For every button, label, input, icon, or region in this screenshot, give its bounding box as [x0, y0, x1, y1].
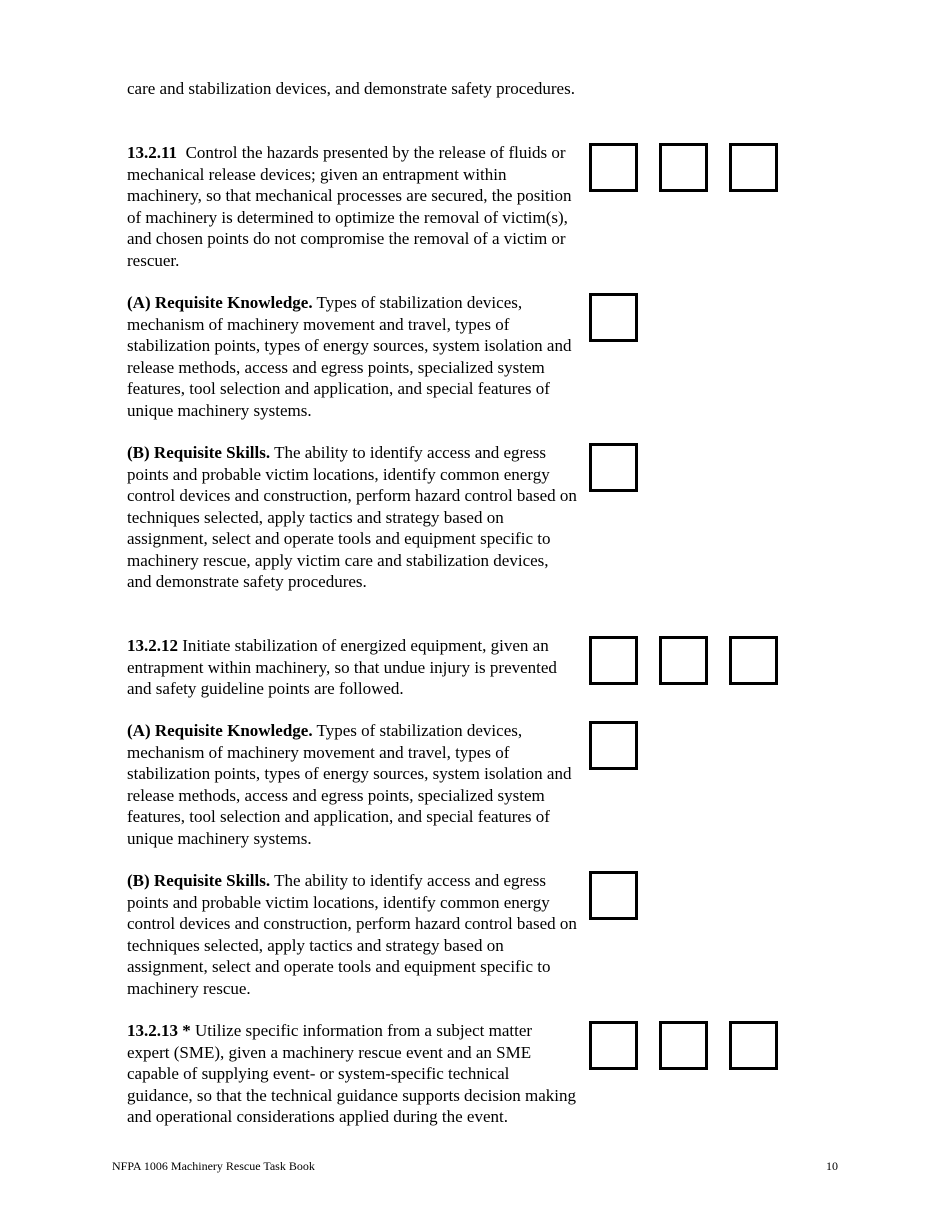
- signoff-checkbox-3[interactable]: [729, 143, 778, 192]
- item-13-2-12: [127, 635, 577, 700]
- footer-title: NFPA 1006 Machinery Rescue Task Book: [112, 1159, 315, 1173]
- skills-label: (B) Requisite Skills.: [127, 871, 271, 890]
- signoff-checkbox-1[interactable]: [589, 143, 638, 192]
- signoff-checkbox-1[interactable]: [589, 1021, 638, 1070]
- skills-text: The ability to identify access and egress points and probable victim locations, identify common energy control devices and construction, perform hazard control based on techniques selected, apply tactics and strategy based on assignment, select and operate tools and equipment specific to machinery rescue.: [127, 871, 577, 998]
- signoff-checkbox-2[interactable]: [659, 143, 708, 192]
- item-text: Initiate stabilization of energized equipment, given an entrapment within machinery, so that undue injury is prevented and safety guideline points are followed.: [127, 636, 557, 698]
- item-13-2-13: [127, 1020, 577, 1128]
- item-number: 13.2.13 *: [127, 1021, 191, 1040]
- signoff-checkbox-2[interactable]: [659, 1021, 708, 1070]
- signoff-checkbox-3[interactable]: [729, 636, 778, 685]
- knowledge-text: Types of stabilization devices, mechanism of machinery movement and travel, types of stabilization points, types of energy sources, system isolation and release methods, access and egress points, specialized system features, tool selection and application, and special features of unique machinery systems.: [127, 293, 572, 420]
- skills-checkbox[interactable]: [589, 443, 638, 492]
- knowledge-label: (A) Requisite Knowledge.: [127, 721, 313, 740]
- requisite-skills-13-2-11: [127, 442, 577, 593]
- continuation-text: care and stabilization devices, and demonstrate safety procedures.: [127, 79, 575, 98]
- requisite-knowledge-13-2-11: [127, 292, 577, 421]
- skills-text: The ability to identify access and egress points and probable victim locations, identify common energy control devices and construction, perform hazard control based on techniques selected, apply tactics and strategy based on assignment, select and operate tools and equipment specific to machinery rescue, apply victim care and stabilization devices, and demonstrate safety procedures.: [127, 443, 577, 591]
- skills-label: (B) Requisite Skills.: [127, 443, 271, 462]
- item-number: 13.2.11: [127, 143, 178, 162]
- knowledge-text: Types of stabilization devices, mechanism of machinery movement and travel, types of stabilization points, types of energy sources, system isolation and release methods, access and egress points, specialized system features, tool selection and application, and special features of unique machinery systems.: [127, 721, 572, 848]
- item-text: Control the hazards presented by the release of fluids or mechanical release devices; given an entrapment within machinery, so that mechanical processes are secured, the position of machinery is determined to optimize the removal of victim(s), and chosen points do not compromise the removal of a victim or rescuer.: [127, 143, 572, 270]
- knowledge-label: (A) Requisite Knowledge.: [127, 293, 313, 312]
- signoff-checkbox-2[interactable]: [659, 636, 708, 685]
- signoff-checkbox-1[interactable]: [589, 636, 638, 685]
- page-number: 10: [826, 1159, 838, 1173]
- knowledge-checkbox[interactable]: [589, 293, 638, 342]
- knowledge-checkbox[interactable]: [589, 721, 638, 770]
- skills-checkbox[interactable]: [589, 871, 638, 920]
- requisite-skills-13-2-12: [127, 870, 577, 999]
- item-text: Utilize specific information from a subject matter expert (SME), given a machinery rescue event and an SME capable of supplying event- or system-specific technical guidance, so that the technical guidance supports decision making and operational considerations applied during the event.: [127, 1021, 576, 1126]
- item-number: 13.2.12: [127, 636, 178, 655]
- requisite-knowledge-13-2-12: [127, 720, 577, 849]
- item-13-2-11: [127, 142, 577, 271]
- signoff-checkbox-3[interactable]: [729, 1021, 778, 1070]
